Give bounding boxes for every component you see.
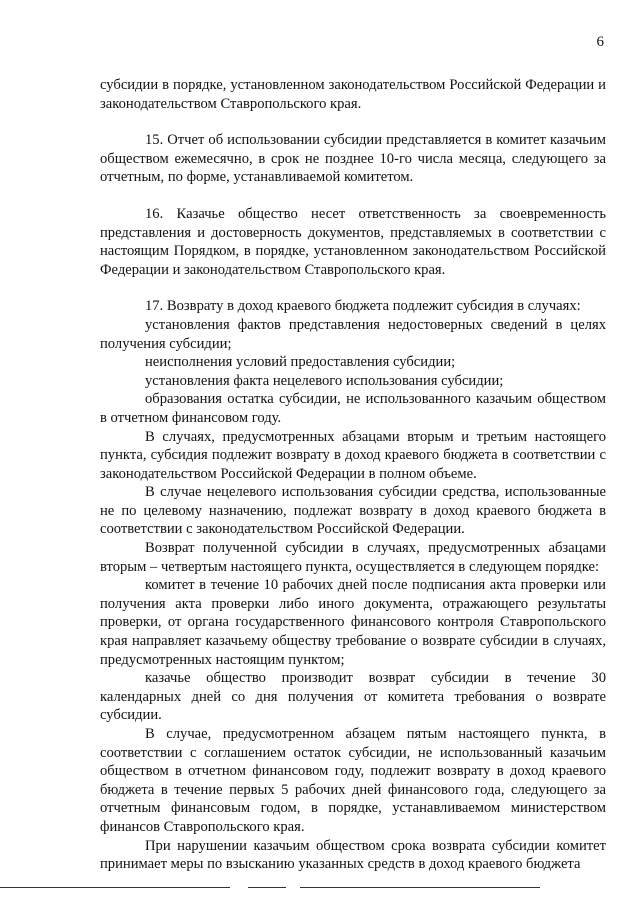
footer-line-right <box>300 887 540 888</box>
paragraph-return-misused: В случае нецелевого использования субсидии средства, использованные не по целевому назначению, подлежат возврату в доход краевого бюджета в соответствии с законодательством Российской Федерации. <box>100 484 606 538</box>
paragraph-case-remainder: образования остатка субсидии, не использованного казачьим обществом в отчетном финансовом году. <box>100 391 606 426</box>
paragraph-society-return: казачье общество производит возврат субсидии в течение 30 календарных дней со дня получения от комитета требования о возврате субсидии. <box>100 670 606 724</box>
paragraph-return-full: В случаях, предусмотренных абзацами вторым и третьим настоящего пункта, субсидия подлежит возврату в доход краевого бюджета в соответствии с законодательством Российской Федерации в полном объеме. <box>100 428 606 482</box>
paragraph-continuation: субсидии в порядке, установленном законодательством Российской Федерации и законодательством Ставропольского края. <box>100 77 606 112</box>
page-number: 6 <box>596 34 604 50</box>
paragraph-remainder-return: В случае, предусмотренном абзацем пятым настоящего пункта, в соответствии с соглашением остаток субсидии, не использованный казачьим обществом в отчетном финансовом году, подлежит возврату в доход краевого бюджета в течение первых 5 рабочих дней финансового года, следующего за отчетным финансовым годом, в порядке, устанавливаемом министерством финансов Ставропольского края. <box>100 726 606 835</box>
paragraph-case-false-info: установления фактов представления недостоверных сведений в целях получения субсидии; <box>100 316 606 352</box>
paragraph-case-misuse: установления факта нецелевого использования субсидии; <box>145 372 504 389</box>
paragraph-item-17: 17. Возврату в доход краевого бюджета подлежит субсидия в случаях: <box>145 298 581 315</box>
paragraph-enforcement: При нарушении казачьим обществом срока возврата субсидии комитет принимает меры по взысканию указанных средств в доход краевого бюджета <box>100 837 606 873</box>
footer-line-mid <box>248 887 286 888</box>
document-body <box>100 76 606 874</box>
paragraph-committee-demand: комитет в течение 10 рабочих дней после подписания акта проверки или получения акта проверки либо иного документа, отражающего результаты проверки, от органа государственного финансового контроля Ставропольского края направляет казачьему обществу требование о возврате субсидии в случаях, предусмотренных настоящим пунктом; <box>100 577 606 668</box>
paragraph-item-16: 16. Казачье общество несет ответственность за своевременность представления и достоверность документов, представляемых в соответствии с настоящим Порядком, в порядке, установленном законодательством Российской Федерации и законодательством Ставропольского края. <box>100 205 606 278</box>
footer-rule <box>0 887 640 891</box>
paragraph-item-15: 15. Отчет об использовании субсидии представляется в комитет казачьим обществом ежемесячно, в срок не позднее 10-го числа месяца, следующего за отчетным, по форме, устанавливаемой комитетом. <box>100 132 606 186</box>
paragraph-return-procedure: Возврат полученной субсидии в случаях, предусмотренных абзацами вторым – четвертым настоящего пункта, осуществляется в следующем порядке: <box>100 540 606 575</box>
footer-line-left <box>0 887 230 888</box>
paragraph-case-noncompliance: неисполнения условий предоставления субсидии; <box>145 354 456 371</box>
